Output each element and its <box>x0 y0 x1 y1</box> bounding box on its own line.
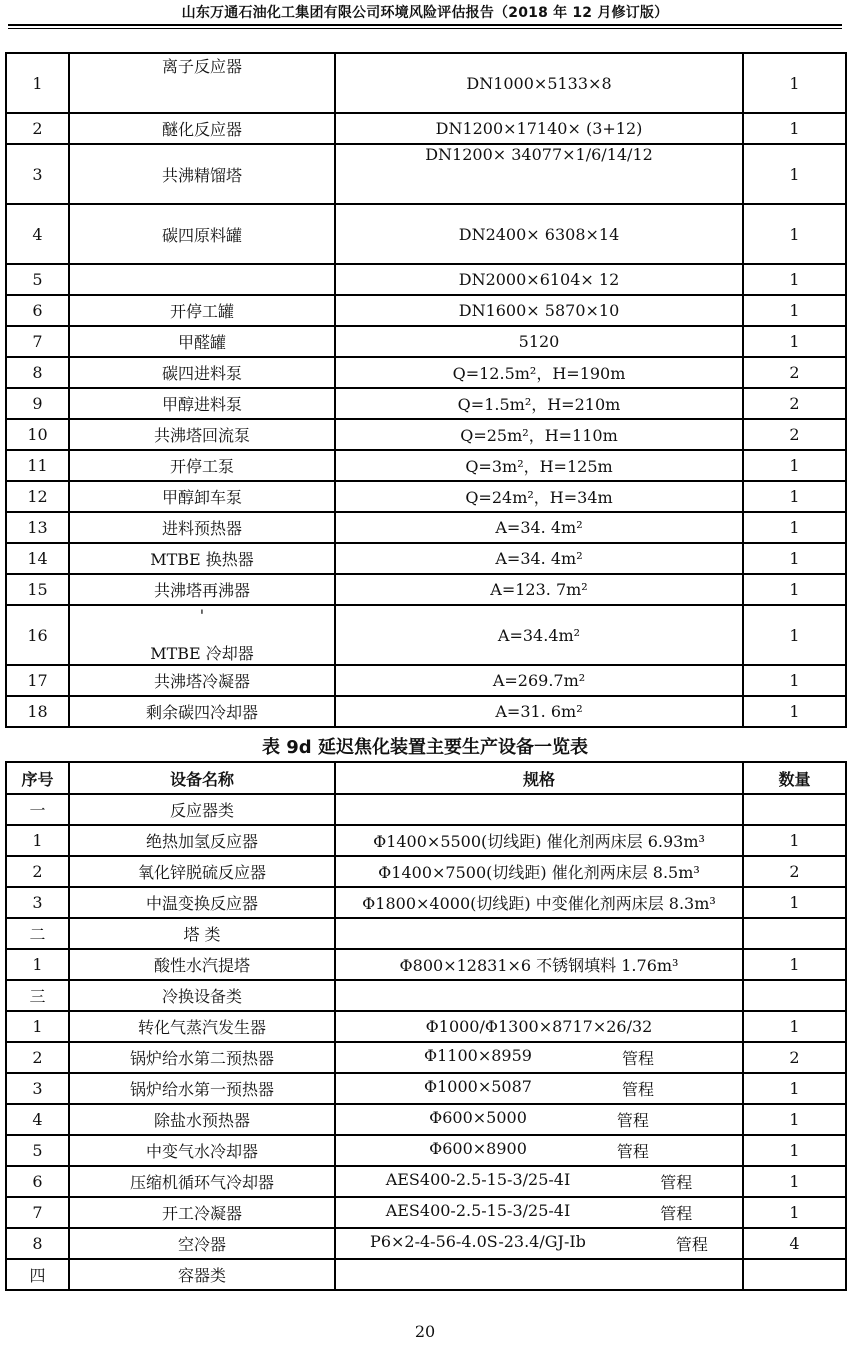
cell-spec-model: Φ1000×5087 <box>424 1077 532 1096</box>
cell-name: 共沸塔再沸器 <box>69 574 335 605</box>
cell-no: 4 <box>6 204 69 264</box>
header-rule-thin <box>8 28 842 29</box>
table-row <box>6 295 846 326</box>
cell-no: 6 <box>6 1166 69 1197</box>
cell-spec-side: 管程 <box>621 1080 654 1099</box>
table-row <box>6 388 846 419</box>
table-row <box>6 326 846 357</box>
cell-name: 开工冷凝器 <box>69 1197 335 1228</box>
cell-name: 甲醇进料泵 <box>69 388 335 419</box>
cell-qty: 1 <box>743 295 846 326</box>
cell-spec <box>335 980 743 1011</box>
cell-name: 中温变换反应器 <box>69 887 335 918</box>
cell-no: 2 <box>6 1042 69 1073</box>
cell-no: 三 <box>6 980 69 1011</box>
cell-name: MTBE 换热器 <box>69 543 335 574</box>
table-row <box>6 1166 846 1197</box>
table-row <box>6 481 846 512</box>
header-spec: 规格 <box>335 762 743 794</box>
cell-qty: 1 <box>743 481 846 512</box>
cell-spec: Q=25m²，H=110m <box>335 419 743 450</box>
table-row <box>6 450 846 481</box>
cell-spec: DN1200×17140× (3+12) <box>335 113 743 144</box>
cell-spec-side: 管程 <box>616 1111 649 1130</box>
cell-qty: 1 <box>743 1104 846 1135</box>
cell-qty: 1 <box>743 326 846 357</box>
cell-no: 3 <box>6 1073 69 1104</box>
cell-spec-side: 管程 <box>616 1142 649 1161</box>
table-row <box>6 1197 846 1228</box>
cell-name: 甲醇卸车泵 <box>69 481 335 512</box>
cell-name: 转化气蒸汽发生器 <box>69 1011 335 1042</box>
header-name: 设备名称 <box>69 762 335 794</box>
cell-no: 2 <box>6 856 69 887</box>
cell-name: 压缩机循环气冷却器 <box>69 1166 335 1197</box>
table-row <box>6 144 846 204</box>
page-number: 20 <box>414 1322 436 1341</box>
equipment-table-continued <box>5 52 847 728</box>
cell-spec <box>335 918 743 949</box>
cell-qty: 1 <box>743 450 846 481</box>
cell-no: 二 <box>6 918 69 949</box>
cell-name: 塔 类 <box>69 918 335 949</box>
cell-name: 离子反应器 <box>69 53 335 113</box>
table-row <box>6 419 846 450</box>
cell-name: 开停工泵 <box>69 450 335 481</box>
cell-name: 中变气水冷却器 <box>69 1135 335 1166</box>
cell-spec: Φ1000/Φ1300×8717×26/32 <box>335 1011 743 1042</box>
cell-no: 13 <box>6 512 69 543</box>
cell-spec-model: P6×2-4-56-4.0S-23.4/GJ-Ib <box>370 1232 586 1251</box>
cell-qty: 1 <box>743 264 846 295</box>
cell-name: 碳四原料罐 <box>69 204 335 264</box>
cell-spec <box>335 1073 743 1104</box>
cell-no: 5 <box>6 264 69 295</box>
cell-qty: 1 <box>743 696 846 727</box>
cell-spec: Φ1400×5500(切线距) 催化剂两床层 6.93m³ <box>335 825 743 856</box>
table-row <box>6 665 846 696</box>
cell-spec: DN1600× 5870×10 <box>335 295 743 326</box>
cell-name: 共沸塔冷凝器 <box>69 665 335 696</box>
cell-spec-side: 管程 <box>660 1204 693 1223</box>
table-row <box>6 1011 846 1042</box>
table-row <box>6 887 846 918</box>
cell-qty: 1 <box>743 605 846 665</box>
table-row <box>6 204 846 264</box>
cell-spec: A=269.7m² <box>335 665 743 696</box>
cell-no: 14 <box>6 543 69 574</box>
table-row <box>6 794 846 825</box>
header-no: 序号 <box>6 762 69 794</box>
cell-qty <box>743 980 846 1011</box>
cell-qty: 2 <box>743 1042 846 1073</box>
cell-no: 12 <box>6 481 69 512</box>
cell-spec: DN1200× 34077×1/6/14/12 <box>335 144 743 204</box>
table-row <box>6 264 846 295</box>
cell-no: 8 <box>6 357 69 388</box>
cell-name: 共沸塔回流泵 <box>69 419 335 450</box>
cell-no: 一 <box>6 794 69 825</box>
cell-spec-split <box>336 1139 742 1162</box>
cell-name <box>69 264 335 295</box>
cell-spec: DN1000×5133×8 <box>335 53 743 113</box>
cell-no: 9 <box>6 388 69 419</box>
cell-name: 锅炉给水第二预热器 <box>69 1042 335 1073</box>
cell-spec-split <box>336 1046 742 1069</box>
cell-spec: A=34. 4m² <box>335 543 743 574</box>
cell-spec: 5120 <box>335 326 743 357</box>
table-row <box>6 696 846 727</box>
cell-qty: 1 <box>743 887 846 918</box>
cell-no: 3 <box>6 144 69 204</box>
cell-name-stack <box>70 606 334 664</box>
cell-spec-model: Φ600×8900 <box>429 1139 527 1158</box>
cell-qty <box>743 1259 846 1290</box>
cell-spec: Q=12.5m²，H=190m <box>335 357 743 388</box>
table-row <box>6 918 846 949</box>
table-row <box>6 1073 846 1104</box>
table-row <box>6 825 846 856</box>
cell-spec <box>335 1135 743 1166</box>
cell-spec: Φ1800×4000(切线距) 中变催化剂两床层 8.3m³ <box>335 887 743 918</box>
cell-spec: DN2000×6104× 12 <box>335 264 743 295</box>
table-caption: 表 9d 延迟焦化装置主要生产设备一览表 <box>262 737 588 758</box>
cell-qty: 1 <box>743 512 846 543</box>
table-row <box>6 605 846 665</box>
cell-no: 四 <box>6 1259 69 1290</box>
cell-spec: A=34.4m² <box>335 605 743 665</box>
cell-name: 容器类 <box>69 1259 335 1290</box>
table-row <box>6 512 846 543</box>
cell-qty <box>743 918 846 949</box>
cell-qty: 2 <box>743 856 846 887</box>
table-row <box>6 1135 846 1166</box>
cell-qty: 2 <box>743 419 846 450</box>
cell-name-text: MTBE 冷却器 <box>150 644 254 663</box>
cell-spec: DN2400× 6308×14 <box>335 204 743 264</box>
cell-name <box>69 605 335 665</box>
cell-no: 5 <box>6 1135 69 1166</box>
cell-no: 11 <box>6 450 69 481</box>
cell-spec-split <box>336 1077 742 1100</box>
cell-no: 17 <box>6 665 69 696</box>
table-row <box>6 980 846 1011</box>
cell-name: 共沸精馏塔 <box>69 144 335 204</box>
coking-equipment-table <box>5 761 847 1291</box>
cell-qty: 2 <box>743 357 846 388</box>
table-row <box>6 53 846 113</box>
cell-no: 2 <box>6 113 69 144</box>
cell-spec: Q=24m²，H=34m <box>335 481 743 512</box>
cell-spec: A=31. 6m² <box>335 696 743 727</box>
cell-no: 6 <box>6 295 69 326</box>
table-header-row <box>6 762 846 794</box>
cell-no: 8 <box>6 1228 69 1259</box>
cell-spec-split <box>336 1201 742 1224</box>
cell-spec: A=123. 7m² <box>335 574 743 605</box>
cell-qty: 1 <box>743 825 846 856</box>
cell-name: 冷换设备类 <box>69 980 335 1011</box>
cell-no: 15 <box>6 574 69 605</box>
cell-qty: 1 <box>743 53 846 113</box>
cell-spec-model: AES400-2.5-15-3/25-4I <box>385 1201 571 1220</box>
cell-spec <box>335 1166 743 1197</box>
cell-spec <box>335 1228 743 1259</box>
cell-qty: 1 <box>743 1011 846 1042</box>
cell-no: 7 <box>6 1197 69 1228</box>
cell-qty: 2 <box>743 388 846 419</box>
cell-no: 7 <box>6 326 69 357</box>
cell-name: 除盐水预热器 <box>69 1104 335 1135</box>
table-row <box>6 357 846 388</box>
cell-spec: Φ1400×7500(切线距) 催化剂两床层 8.5m³ <box>335 856 743 887</box>
table-row <box>6 1228 846 1259</box>
page-header-title: 山东万通石油化工集团有限公司环境风险评估报告（2018 年 12 月修订版） <box>181 5 669 21</box>
table-row <box>6 1042 846 1073</box>
cell-name: 开停工罐 <box>69 295 335 326</box>
cell-spec-side: 管程 <box>660 1173 693 1192</box>
cell-spec <box>335 1197 743 1228</box>
cell-spec: Q=1.5m²，H=210m <box>335 388 743 419</box>
cell-name: 绝热加氢反应器 <box>69 825 335 856</box>
header-qty: 数量 <box>743 762 846 794</box>
cell-qty: 1 <box>743 574 846 605</box>
cell-spec-split <box>336 1170 742 1193</box>
cell-no: 4 <box>6 1104 69 1135</box>
cell-spec-side: 管程 <box>675 1235 708 1254</box>
cell-no: 10 <box>6 419 69 450</box>
cell-spec: Φ800×12831×6 不锈钢填料 1.76m³ <box>335 949 743 980</box>
cell-spec <box>335 1259 743 1290</box>
table-row <box>6 574 846 605</box>
table-row <box>6 1259 846 1290</box>
cell-name: 醚化反应器 <box>69 113 335 144</box>
table-row <box>6 1104 846 1135</box>
cell-spec: A=34. 4m² <box>335 512 743 543</box>
cell-qty: 1 <box>743 665 846 696</box>
cell-name: 酸性水汽提塔 <box>69 949 335 980</box>
cell-qty: 1 <box>743 204 846 264</box>
cell-spec-model: Φ1100×8959 <box>424 1046 532 1065</box>
table-row <box>6 113 846 144</box>
cell-no: 18 <box>6 696 69 727</box>
cell-name: 剩余碳四冷却器 <box>69 696 335 727</box>
table-row <box>6 543 846 574</box>
cell-qty: 4 <box>743 1228 846 1259</box>
cell-qty: 1 <box>743 543 846 574</box>
cell-spec-model: AES400-2.5-15-3/25-4I <box>385 1170 571 1189</box>
cell-spec-split <box>336 1108 742 1131</box>
cell-no: 1 <box>6 949 69 980</box>
cell-spec <box>335 794 743 825</box>
cell-qty: 1 <box>743 1073 846 1104</box>
cell-no: 1 <box>6 825 69 856</box>
cell-name: 氧化锌脱硫反应器 <box>69 856 335 887</box>
cell-spec-model: Φ600×5000 <box>429 1108 527 1127</box>
cell-name: 反应器类 <box>69 794 335 825</box>
cell-spec-side: 管程 <box>621 1049 654 1068</box>
header-rule <box>8 24 842 26</box>
cell-qty <box>743 794 846 825</box>
cell-qty: 1 <box>743 1135 846 1166</box>
cell-qty: 1 <box>743 113 846 144</box>
cell-name: 锅炉给水第一预热器 <box>69 1073 335 1104</box>
cell-qty: 1 <box>743 1166 846 1197</box>
cell-spec <box>335 1042 743 1073</box>
cell-name: 碳四进料泵 <box>69 357 335 388</box>
cell-no: 1 <box>6 53 69 113</box>
table-row <box>6 856 846 887</box>
cell-spec <box>335 1104 743 1135</box>
cell-name: 甲醛罐 <box>69 326 335 357</box>
cell-name: 进料预热器 <box>69 512 335 543</box>
cell-no: 16 <box>6 605 69 665</box>
table-row <box>6 949 846 980</box>
cell-qty: 1 <box>743 1197 846 1228</box>
cell-spec-split <box>336 1232 742 1255</box>
cell-no: 3 <box>6 887 69 918</box>
cell-name: 空冷器 <box>69 1228 335 1259</box>
cell-qty: 1 <box>743 949 846 980</box>
cell-spec: Q=3m²，H=125m <box>335 450 743 481</box>
cell-name-mark: ' <box>199 606 205 625</box>
cell-qty: 1 <box>743 144 846 204</box>
cell-no: 1 <box>6 1011 69 1042</box>
